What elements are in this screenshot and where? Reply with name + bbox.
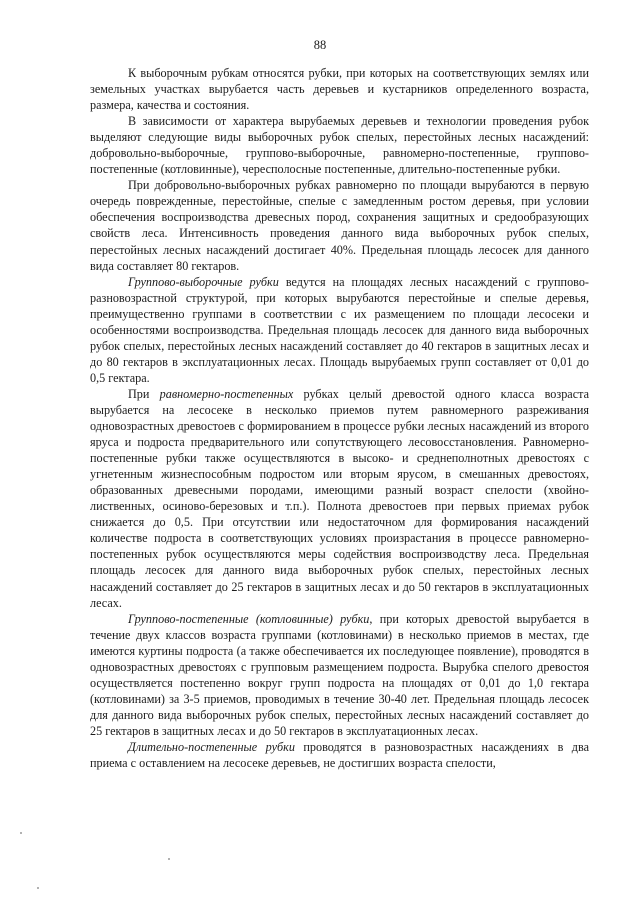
paragraph-6: [90, 611, 589, 739]
paragraph-text: В зависимости от характера вырубаемых деревьев и технологии проведения рубок выделяют следующие виды выборочных рубок спелых, перестойных лесных насаждений: добровольно-выборочные, группово-выборочные, равномерно-постепенные, группово-постепенные (котловинные), чересполосные постепенные, длительно-постепенные рубки.: [90, 114, 589, 177]
paragraph-text: , при которых древостой вырубается в течение двух классов возраста группами (котловинами) в несколько приемов в местах, где имеются куртины подроста (а также обеспечивается их последующее появление), проводятся в одновозрастных древостоях с групповым размещением подроста. Вырубка спелого древостоя осуществляется постепенно вокруг групп подроста на площадях от 0,01 до 1,0 гектара (котловинами) за 3-5 приемов, проводимых в течение 30-40 лет. Предельная площадь лесосек для данного вида выборочных рубок спелых, перестойных лесных насаждений составляет до 25 гектаров в защитных лесах и до 50 гектаров в эксплуатационных лесах.: [90, 611, 589, 738]
paragraph-text: ведутся на площадях лесных насаждений с группово-разновозрастной структурой, при которых вырубаются перестойные и спелые деревья, преимущественно группами в соответствии с их размещением по площади лесосеки и особенностями воспроизводства. Предельная площадь лесосек для данного вида выборочных рубок спелых, перестойных лесных насаждений составляет до 40 гектаров в защитных лесах и до 80 гектаров в эксплуатационных лесах. Площадь вырубаемых групп составляет от 0,01 до 0,5 гектара.: [90, 274, 589, 385]
paragraph-3: [90, 177, 589, 273]
scan-speck: [37, 887, 39, 889]
paragraph-2: [90, 113, 589, 177]
term-group-gradual: Группово-постепенные (котловинные) рубки: [128, 611, 370, 626]
paragraph-text: К выборочным рубкам относятся рубки, при которых на соответствующих землях или земельных участках вырубается часть деревьев и кустарников определенного возраста, размера, качества и состояния.: [90, 66, 589, 113]
scan-speck: [20, 832, 22, 834]
scan-speck: [168, 858, 170, 860]
paragraph-text: При добровольно-выборочных рубках равномерно по площади вырубаются в первую очередь поврежденные, перестойные, спелые с замедленным ростом деревья, при условии обеспечения воспроизводства древесных пород, сохранения защитных и средообразующих свойств леса. Интенсивность проведения данного вида выборочных рубок спелых, перестойных лесных насаждений достигает 40%. Предельная площадь лесосек для данного вида составляет 80 гектаров.: [90, 178, 589, 273]
page-number: 88: [313, 38, 327, 52]
term-long-term-gradual: Длительно-постепенные рубки: [128, 739, 295, 754]
paragraph-text: рубках целый древостой одного класса возраста вырубается на лесосеке в несколько приемов путем равномерного разреживания одновозрастных древостоев с формированием в процессе рубки лесных насаждений из второго яруса и подроста предварительного или сопутствующего лесовосстановления. Равномерно-постепенные рубки также осуществляются в высоко- и среднеполнотных древостоях с угнетенным жизнеспособным подростом или вторым ярусом, в смешанных древостоях, образованных древесными породами, имеющими разный возраст спелости (хвойно-лиственных, осиново-березовых и т.п.). Полнота древостоев при первых приемах рубок снижается до 0,5. При отсутствии или недостаточном для формирования насаждений количестве подроста в соответствующих условиях произрастания в процессе равномерно-постепенных рубок осуществляются меры содействия воспроизводству леса. Предельная площадь лесосек для данного вида выборочных рубок спелых, перестойных лесных насаждений составляет до 25 гектаров в защитных лесах и до 50 гектаров в эксплуатационных лесах.: [90, 386, 590, 610]
paragraph-7: [90, 739, 589, 771]
paragraph-1: [90, 65, 589, 113]
paragraph-5: [90, 386, 589, 611]
term-uniform-gradual: равномерно-постепенных: [159, 386, 294, 401]
paragraph-4: [90, 274, 589, 386]
body-text: [90, 65, 589, 771]
term-group-selective: Группово-выборочные рубки: [128, 274, 279, 289]
paragraph-text: проводятся в разновозрастных насаждениях в два приема с оставлением на лесосеке деревьев, не достигших возраста спелости,: [90, 739, 589, 771]
paragraph-text: При: [128, 386, 160, 401]
